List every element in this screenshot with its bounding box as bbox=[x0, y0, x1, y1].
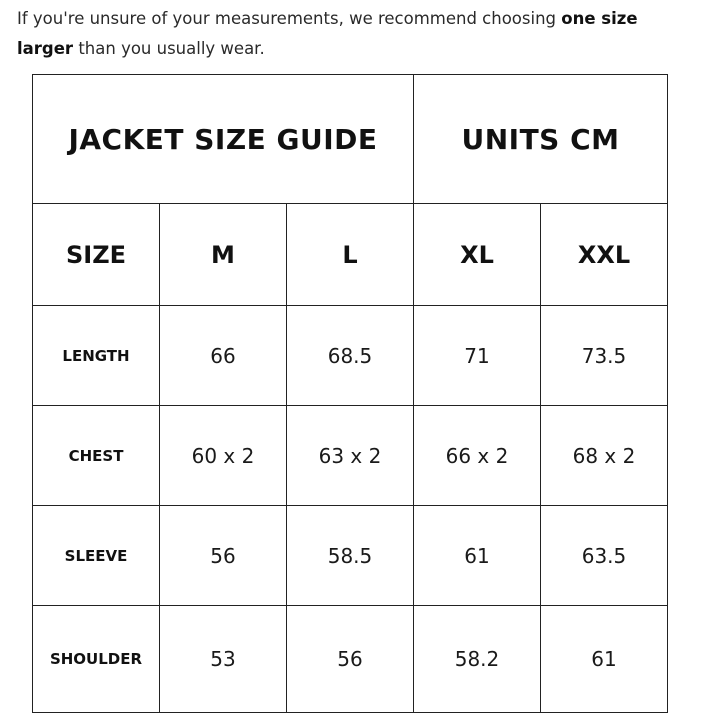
table-cell: 60 x 2 bbox=[160, 406, 287, 506]
table-cell: 58.5 bbox=[287, 506, 414, 606]
table-cell: 71 bbox=[414, 306, 541, 406]
size-header-row bbox=[33, 204, 668, 306]
table-cell: 73.5 bbox=[541, 306, 668, 406]
intro-text-start: If you're unsure of your measurements, we recommend choosing bbox=[17, 9, 562, 28]
table-cell: 56 bbox=[160, 506, 287, 606]
table-row-sleeve bbox=[33, 506, 668, 606]
size-header-xl: XL bbox=[414, 204, 541, 306]
table-cell: 58.2 bbox=[414, 606, 541, 713]
size-header-m: M bbox=[160, 204, 287, 306]
table-cell: 66 bbox=[160, 306, 287, 406]
table-cell: 61 bbox=[414, 506, 541, 606]
table-title: JACKET SIZE GUIDE bbox=[33, 75, 414, 204]
row-label-sleeve: SLEEVE bbox=[33, 506, 160, 606]
intro-text-emphasis: one size larger bbox=[17, 9, 638, 58]
table-cell: 68 x 2 bbox=[541, 406, 668, 506]
table-cell: 53 bbox=[160, 606, 287, 713]
row-label-chest: CHEST bbox=[33, 406, 160, 506]
row-label-shoulder: SHOULDER bbox=[33, 606, 160, 713]
table-row-shoulder bbox=[33, 606, 668, 713]
table-row-length bbox=[33, 306, 668, 406]
row-label-length: LENGTH bbox=[33, 306, 160, 406]
table-cell: 61 bbox=[541, 606, 668, 713]
table-cell: 63.5 bbox=[541, 506, 668, 606]
table-cell: 66 x 2 bbox=[414, 406, 541, 506]
table-cell: 56 bbox=[287, 606, 414, 713]
table-cell: 68.5 bbox=[287, 306, 414, 406]
size-header-l: L bbox=[287, 204, 414, 306]
table-cell: 63 x 2 bbox=[287, 406, 414, 506]
size-header-xxl: XXL bbox=[541, 204, 668, 306]
size-header-label: SIZE bbox=[33, 204, 160, 306]
table-units: UNITS CM bbox=[414, 75, 668, 204]
intro-text bbox=[17, 4, 697, 64]
table-title-row bbox=[33, 75, 668, 204]
intro-text-end: than you usually wear. bbox=[73, 39, 265, 58]
table-row-chest bbox=[33, 406, 668, 506]
jacket-size-guide-table bbox=[32, 74, 668, 713]
